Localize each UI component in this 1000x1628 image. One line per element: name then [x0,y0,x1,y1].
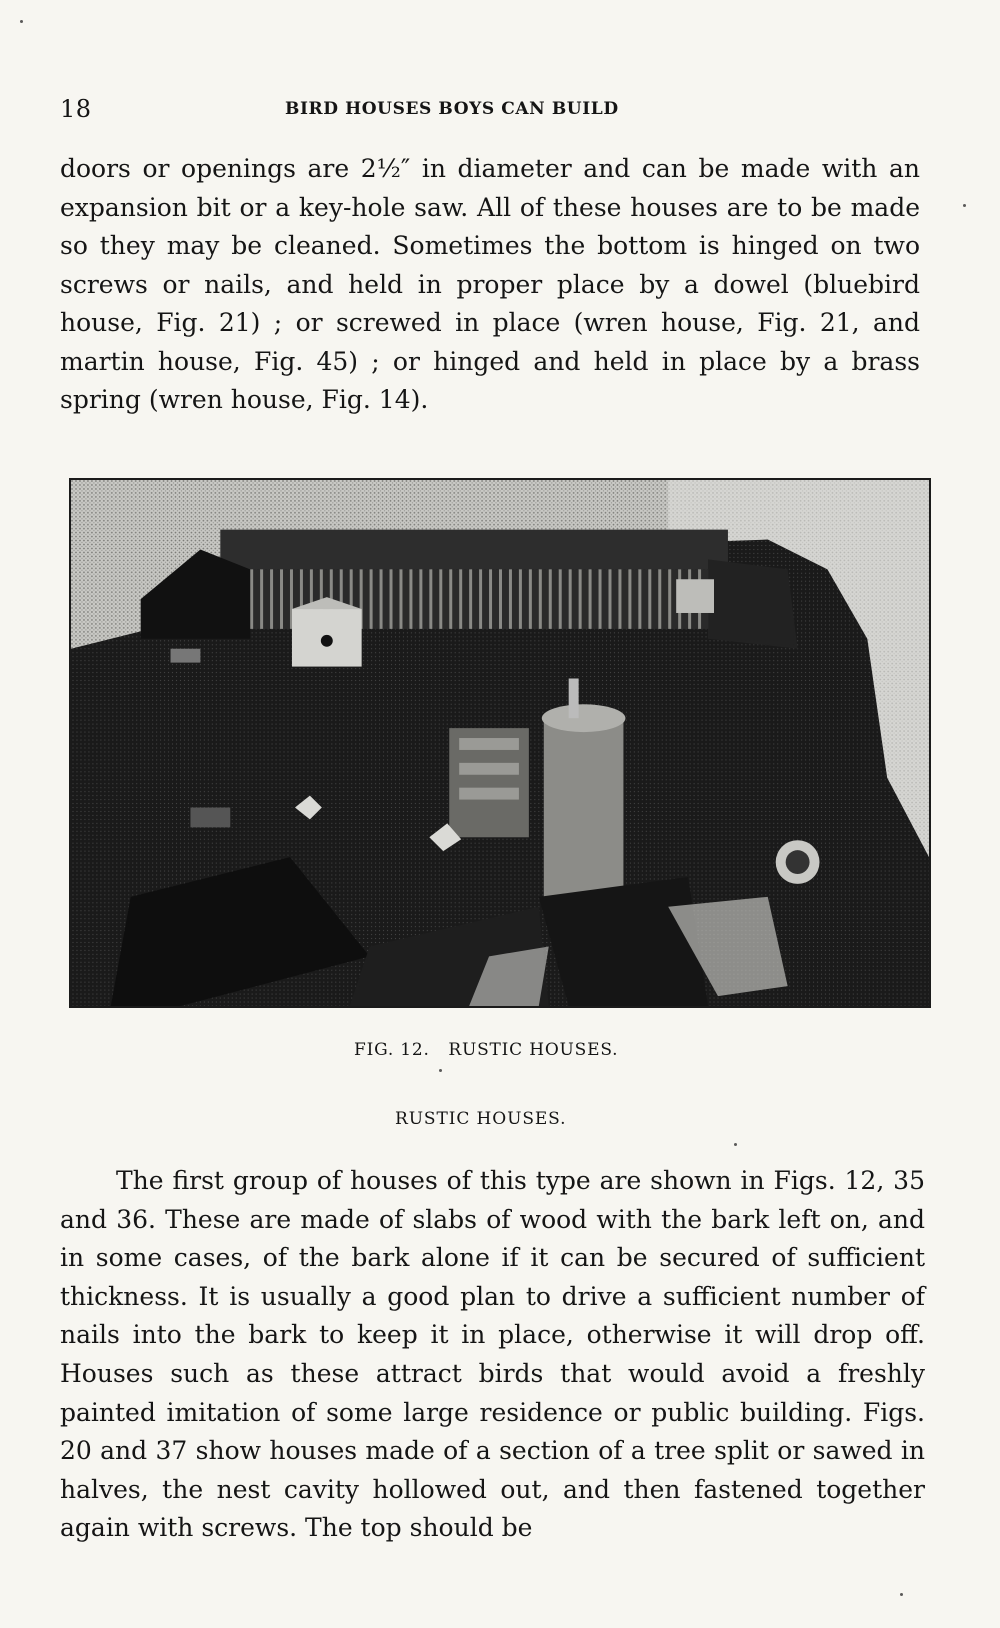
figure-caption [354,1040,618,1060]
page-number: 18 [60,95,92,123]
figure-label: FIG. 12. [354,1040,430,1060]
paragraph-rustic-houses: The first group of houses of this type are shown in Figs. 12, 35 and 36. These are made of slabs of wood with the bark left on, and in some cases, of the bark alone if it can be secured of sufficient thickness. It is usually a good plan to drive a sufficient number of nails into the bark to keep it in place, otherwise it will drop off. Houses such as these attract birds that would avoid a freshly painted imitation of some large residence or public building. Figs. 20 and 37 show houses made of a section of a tree split or sawed in halves, the nest cavity hollowed out, and then fastened together again with screws. The top should be [60,1166,925,1543]
print-speck [20,20,23,23]
print-speck [963,204,966,207]
rustic-houses-photograph [71,480,929,1006]
running-head: BIRD HOUSES BOYS CAN BUILD [285,99,619,119]
print-speck [439,1069,442,1072]
paragraph-doors-openings: doors or openings are 2½″ in diameter and can be made with an expansion bit or a key-hole saw. All of these houses are to be made so they may be cleaned. Sometimes the bottom is hinged on two screws or nails, and held in proper place by a dowel (bluebird house, Fig. 21) ; or screwed in place (wren house, Fig. 21, and martin house, Fig. 45) ; or hinged and held in place by a brass spring (wren house, Fig. 14). [60,154,920,414]
figure-rustic-houses-photo [69,478,931,1008]
section-heading: RUSTIC HOUSES. [395,1109,567,1129]
print-speck [900,1593,903,1596]
print-speck [734,1143,737,1146]
figure-title: RUSTIC HOUSES. [448,1040,619,1060]
page-header [60,95,935,125]
